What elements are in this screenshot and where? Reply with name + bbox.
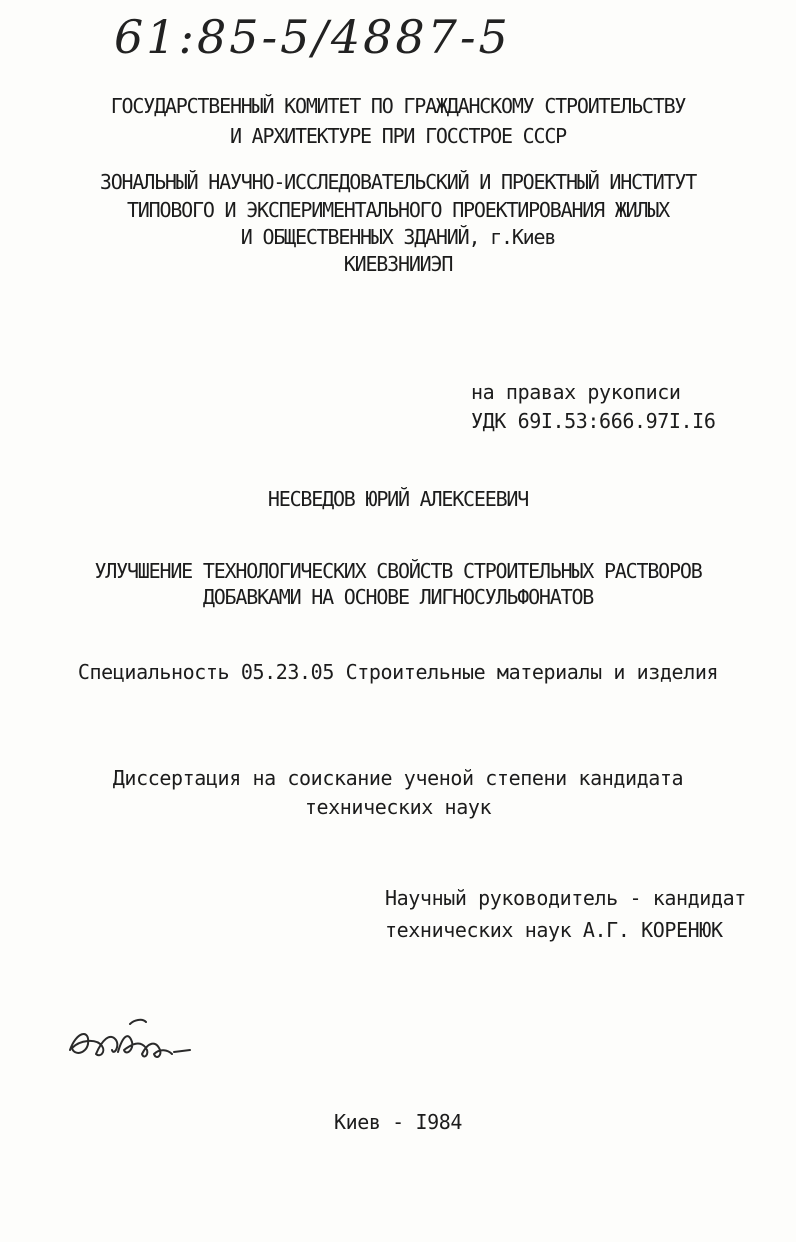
supervisor-line-2: технических наук А.Г. КОРЕНЮК	[385, 918, 723, 942]
supervisor-line-1: Научный руководитель - кандидат	[385, 886, 746, 910]
specialty: Специальность 05.23.05 Строительные материалы и изделия	[77, 660, 719, 684]
place-and-year: Киев - I984	[333, 1110, 463, 1134]
institute-abbreviation: КИЕВЗНИИЭП	[343, 252, 453, 276]
author-name: НЕСВЕДОВ ЮРИЙ АЛЕКСЕЕВИЧ	[267, 487, 529, 511]
manuscript-rights: на правах рукописи	[471, 380, 681, 404]
committee-line-2: И АРХИТЕКТУРЕ ПРИ ГОССТРОЕ СССР	[229, 124, 567, 148]
archive-number-handwritten: 61:85-5/4887-5	[114, 10, 511, 64]
title-line-1: УЛУЧШЕНИЕ ТЕХНОЛОГИЧЕСКИХ СВОЙСТВ СТРОИТЕЛЬНЫХ РАСТВОРОВ	[94, 559, 702, 583]
committee-line-1: ГОСУДАРСТВЕННЫЙ КОМИТЕТ ПО ГРАЖДАНСКОМУ СТРОИТЕЛЬСТВУ	[110, 94, 686, 118]
dissertation-line-1: Диссертация на соискание ученой степени кандидата	[112, 766, 684, 790]
dissertation-line-2: технических наук	[304, 795, 492, 819]
institute-line-2: ТИПОВОГО И ЭКСПЕРИМЕНТАЛЬНОГО ПРОЕКТИРОВАНИЯ ЖИЛЫХ	[126, 198, 670, 222]
udc-code: УДК 69I.53:666.97I.I6	[471, 409, 716, 433]
institute-line-1: ЗОНАЛЬНЫЙ НАУЧНО-ИССЛЕДОВАТЕЛЬСКИЙ И ПРОЕКТНЫЙ ИНСТИТУТ	[99, 170, 697, 194]
institute-line-3: И ОБЩЕСТВЕННЫХ ЗДАНИЙ, г.Киев	[240, 225, 556, 249]
title-line-2: ДОБАВКАМИ НА ОСНОВЕ ЛИГНОСУЛЬФОНАТОВ	[202, 585, 594, 609]
signature-image	[62, 1010, 222, 1070]
